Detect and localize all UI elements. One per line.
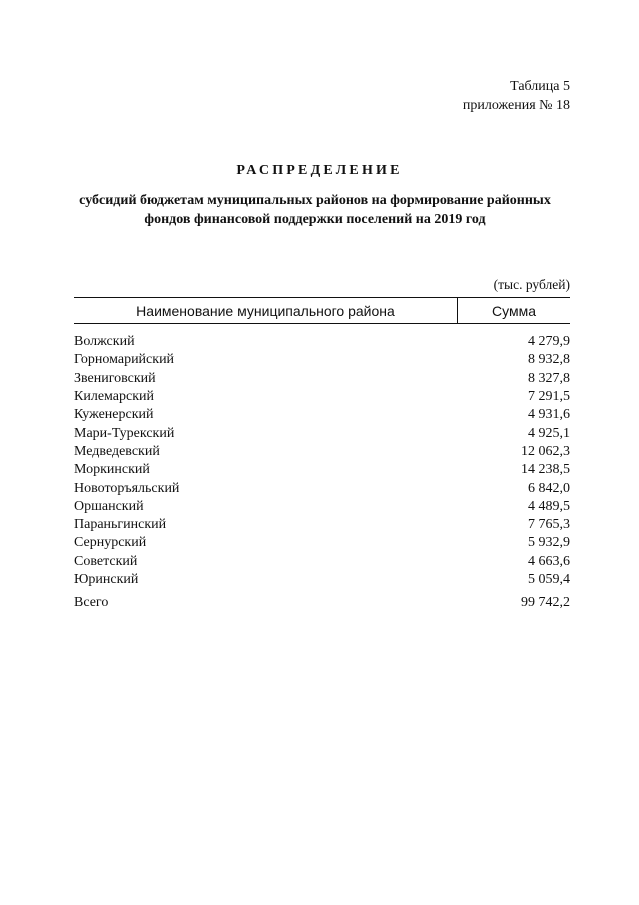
table-row [74, 534, 570, 552]
table-row [74, 479, 570, 497]
total-label: Всего [74, 595, 109, 611]
table-row [74, 553, 570, 571]
district-name: Килемарский [74, 389, 155, 405]
district-name: Параньгинский [74, 517, 167, 533]
district-sum: 5 932,9 [528, 535, 570, 551]
district-name: Оршанский [74, 498, 144, 514]
district-sum: 7 291,5 [528, 389, 570, 405]
district-name: Юринский [74, 572, 139, 587]
district-sum: 4 279,9 [528, 334, 570, 350]
district-sum: 7 765,3 [528, 517, 570, 533]
district-name: Советский [74, 553, 138, 569]
document-subtitle [60, 191, 570, 229]
district-name: Новоторъяльский [74, 480, 180, 496]
district-sum: 6 842,0 [528, 480, 570, 496]
unit-label: (тыс. рублей) [493, 277, 570, 292]
district-sum: 4 931,6 [528, 407, 570, 423]
table-row [74, 443, 570, 461]
table-row [74, 461, 570, 479]
district-sum: 8 327,8 [528, 370, 570, 386]
table-reference [463, 77, 570, 115]
district-sum: 12 062,3 [521, 443, 570, 459]
table-row [74, 324, 570, 352]
table-row [74, 516, 570, 534]
district-name: Мари-Турекский [74, 425, 175, 441]
subtitle-line-2: фондов финансовой поддержки поселений на 2019 год [144, 212, 486, 227]
table-row [74, 388, 570, 406]
district-name: Моркинский [74, 462, 150, 478]
table-row [74, 351, 570, 369]
distribution-table [74, 297, 570, 612]
district-name: Звениговский [74, 370, 156, 386]
table-label: Таблица 5 [510, 79, 570, 94]
table-row [74, 498, 570, 516]
table-row [74, 406, 570, 424]
district-sum: 4 663,6 [528, 553, 570, 569]
table-row [74, 571, 570, 589]
appendix-label: приложения № 18 [462, 98, 570, 113]
table-row [74, 370, 570, 388]
subtitle-line-1: субсидий бюджетам муниципальных районов на формирование районных [79, 193, 551, 208]
district-sum: 4 489,5 [528, 498, 570, 514]
table-header-row [74, 298, 570, 324]
total-row [74, 589, 570, 612]
district-sum: 5 059,4 [528, 572, 570, 587]
column-header-sum: Сумма [458, 298, 571, 324]
district-sum: 8 932,8 [528, 352, 570, 368]
district-name: Куженерский [74, 407, 154, 423]
table-row [74, 424, 570, 442]
document-heading: РАСПРЕДЕЛЕНИЕ [236, 163, 403, 178]
district-name: Горномарийский [74, 352, 175, 368]
district-sum: 4 925,1 [528, 425, 570, 441]
district-sum: 14 238,5 [521, 462, 570, 478]
total-sum: 99 742,2 [521, 595, 570, 611]
district-name: Волжский [74, 334, 135, 350]
district-name: Медведевский [74, 443, 160, 459]
column-header-name: Наименование муниципального района [74, 298, 458, 324]
district-name: Сернурский [74, 535, 147, 551]
